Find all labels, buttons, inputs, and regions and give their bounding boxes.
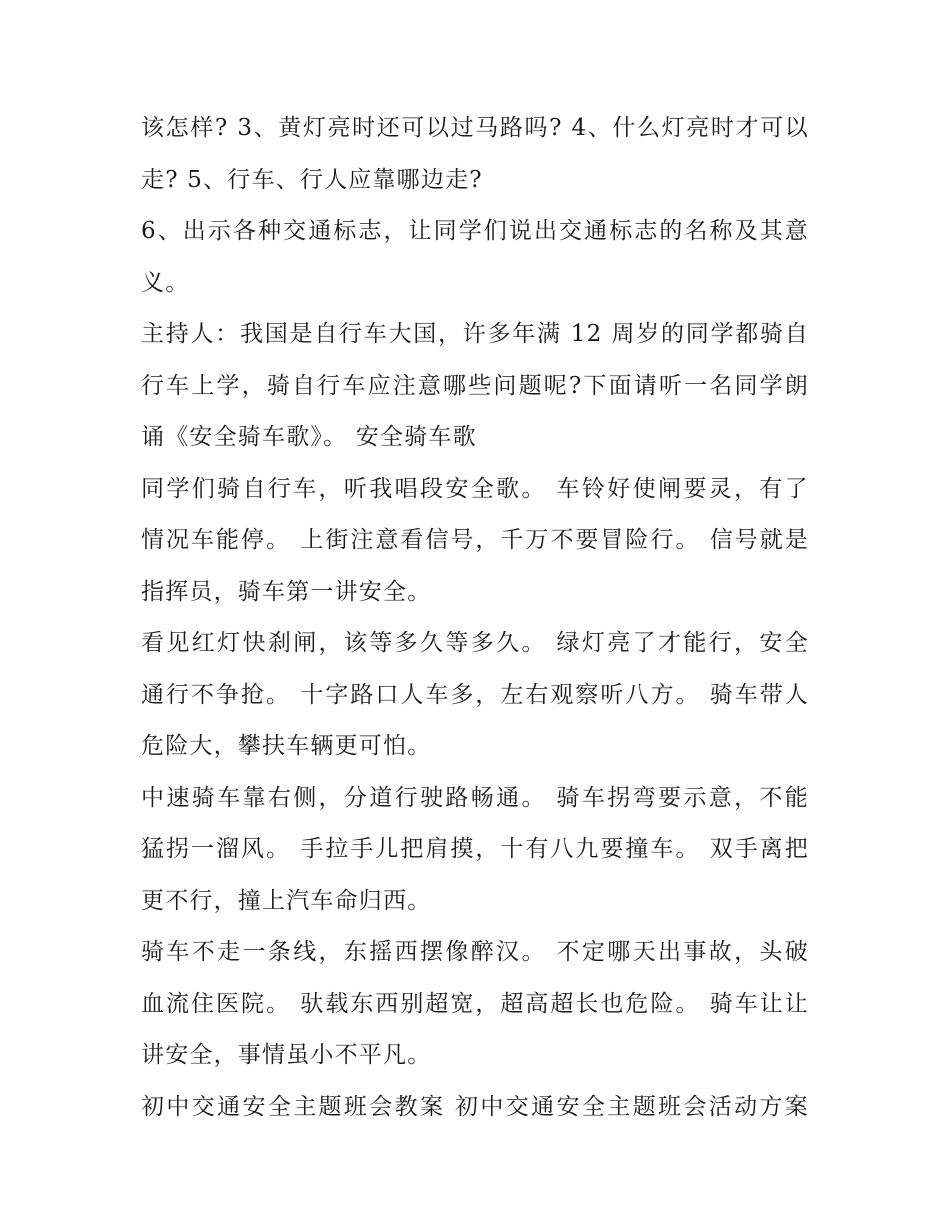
text-line: 骑车不走一条线，东摇西摆像醉汉。 不定哪天出事故，头破 bbox=[141, 939, 809, 965]
text-line: 讲安全，事情虽小不平凡。 bbox=[141, 1042, 432, 1068]
text-line: 中速骑车靠右侧，分道行驶路畅通。 骑车拐弯要示意，不能 bbox=[141, 784, 809, 811]
text-line: 义。 bbox=[141, 269, 190, 296]
text-line: 诵《安全骑车歌》。 安全骑车歌 bbox=[141, 424, 477, 450]
text-line: 血流住医院。 驮载东西别超宽，超高超长也危险。 骑车让让 bbox=[141, 990, 809, 1017]
text-line: 初中交通安全主题班会教案 初中交通安全主题班会活动方案 bbox=[141, 1093, 809, 1120]
document-body bbox=[141, 103, 809, 1133]
text-line: 指挥员，骑车第一讲安全。 bbox=[141, 578, 432, 605]
text-line: 行车上学，骑自行车应注意哪些问题呢?下面请听一名同学朗 bbox=[141, 372, 809, 399]
text-line: 主持人：我国是自行车大国，许多年满 12 周岁的同学都骑自 bbox=[141, 321, 809, 347]
text-line: 更不行，撞上汽车命归西。 bbox=[141, 887, 432, 914]
text-line: 通行不争抢。 十字路口人车多，左右观察听八方。 骑车带人 bbox=[141, 681, 809, 708]
text-line: 该怎样? 3、黄灯亮时还可以过马路吗? 4、什么灯亮时才可以 bbox=[141, 115, 809, 141]
text-line: 危险大，攀扶车辆更可怕。 bbox=[141, 733, 432, 759]
text-line: 走? 5、行车、行人应靠哪边走? bbox=[141, 166, 483, 193]
text-line: 6、出示各种交通标志，让同学们说出交通标志的名称及其意 bbox=[141, 218, 809, 244]
text-line: 同学们骑自行车，听我唱段安全歌。 车铃好使闸要灵，有了 bbox=[141, 475, 809, 502]
text-line: 看见红灯快刹闸，该等多久等多久。 绿灯亮了才能行，安全 bbox=[141, 630, 809, 656]
text-line: 猛拐一溜风。 手拉手儿把肩摸，十有八九要撞车。 双手离把 bbox=[141, 836, 809, 862]
text-line: 情况车能停。 上街注意看信号，千万不要冒险行。 信号就是 bbox=[141, 527, 809, 553]
